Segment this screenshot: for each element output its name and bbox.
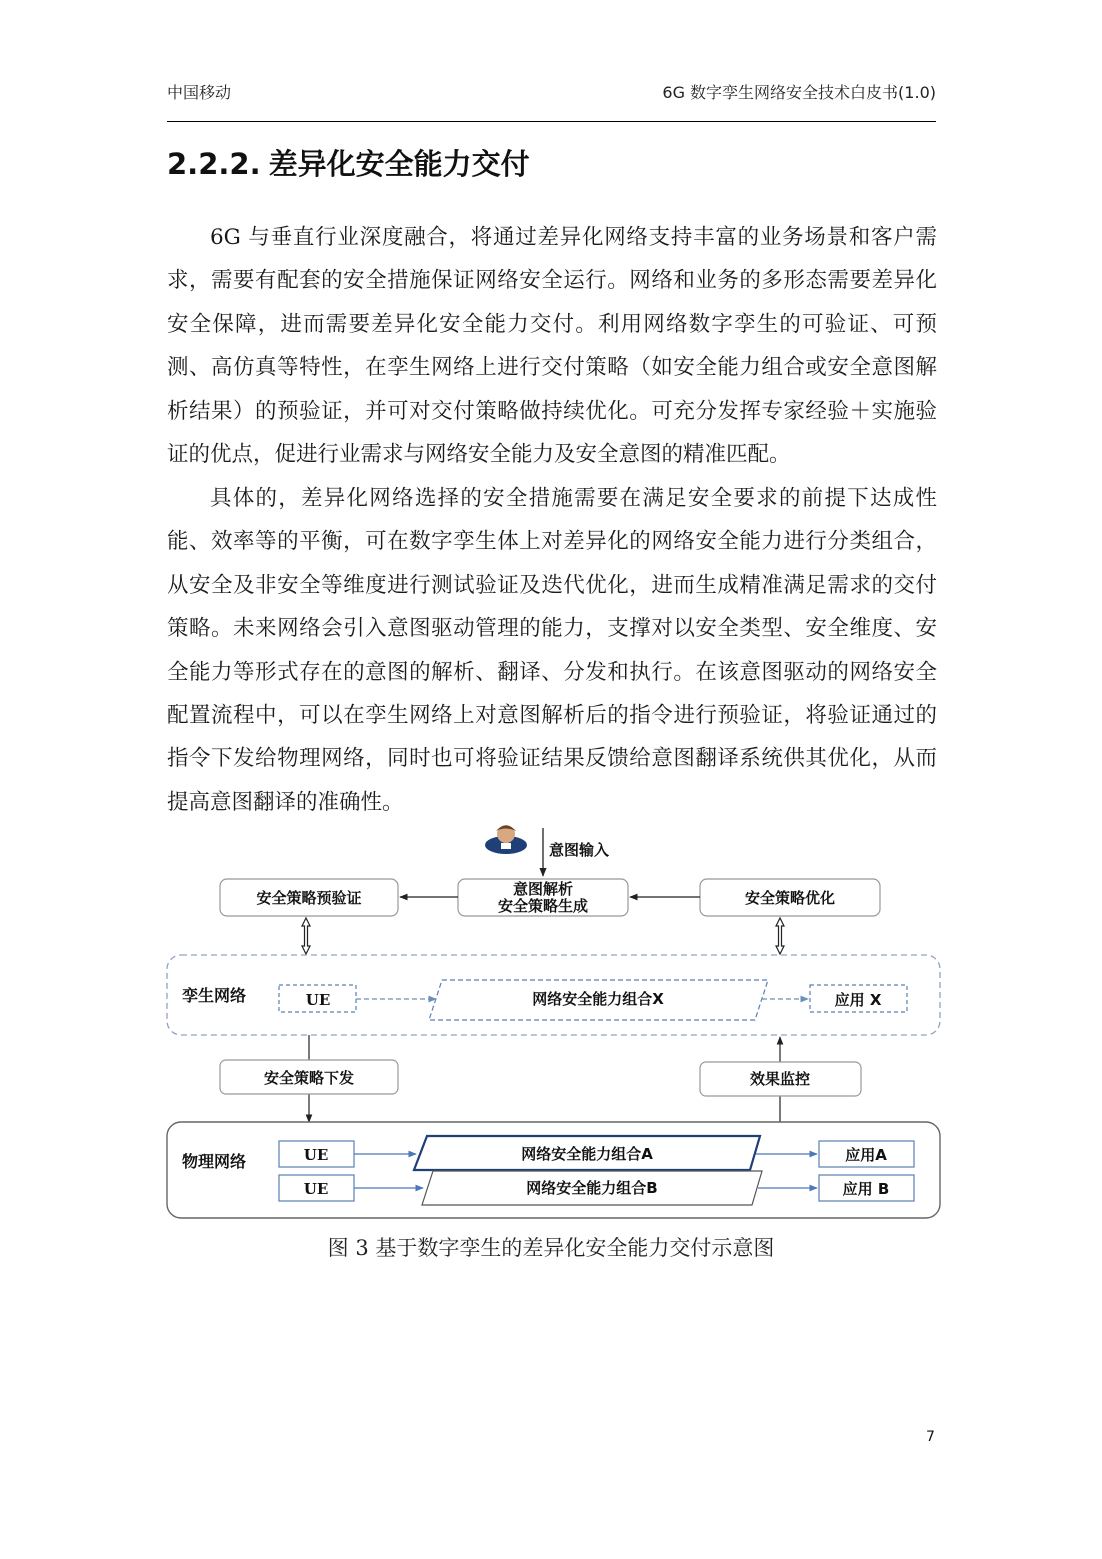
deliver-box xyxy=(220,1060,398,1094)
physical-network-label: 物理网络 xyxy=(182,1152,247,1171)
app-b-label: 应用 B xyxy=(842,1180,890,1198)
body-paragraph-2: 具体的，差异化网络选择的安全措施需要在满足安全要求的前提下达成性能、效率等的平衡，可在数字孪生体上对差异化的网络安全能力进行分类组合，从安全及非安全等维度进行测试验证及迭代优化，进而生成精准满足需求的交付策略。未来网络会引入意图驱动管理的能力，支撑对以安全类型、安全维度、安全能力等形式存在的意图的解析、翻译、分发和执行。在该意图驱动的网络安全配置流程中，可以在孪生网络上对意图解析后的指令进行预验证，将验证通过的指令下发给物理网络，同时也可将验证结果反馈给意图翻译系统供其优化，从而提高意图翻译的准确性。 xyxy=(167,486,937,815)
verify-double-arrow xyxy=(302,918,310,954)
optimize-label: 安全策略优化 xyxy=(744,889,836,907)
pre-verify-box xyxy=(220,879,398,916)
phys-ue-b-label: UE xyxy=(303,1180,329,1198)
optimize-double-arrow xyxy=(776,918,784,954)
phys-ue-a-label: UE xyxy=(303,1146,329,1164)
user-icon xyxy=(485,825,527,854)
section-title: 差异化安全能力交付 xyxy=(268,147,530,181)
twin-app-label: 应用 X xyxy=(834,991,882,1009)
header-doc-title: 6G 数字孪生网络安全技术白皮书(1.0) xyxy=(662,83,936,102)
intent-parse-label-2: 安全策略生成 xyxy=(497,897,589,915)
section-number: 2.2.2. xyxy=(167,147,261,181)
page-number: 7 xyxy=(926,1429,935,1445)
monitor-label: 效果监控 xyxy=(749,1070,811,1088)
diagram-figure xyxy=(160,818,950,1238)
intent-parse-label-1: 意图解析 xyxy=(512,880,574,898)
figure-caption: 图 3 基于数字孪生的差异化安全能力交付示意图 xyxy=(327,1236,775,1260)
app-a-label: 应用A xyxy=(845,1146,887,1164)
intent-parse-box xyxy=(458,879,628,916)
combo-b-label: 网络安全能力组合B xyxy=(526,1179,658,1197)
body-paragraph-1: 6G 与垂直行业深度融合，将通过差异化网络支持丰富的业务场景和客户需求，需要有配套的安全措施保证网络安全运行。网络和业务的多形态需要差异化安全保障，进而需要差异化安全能力交付。利用网络数字孪生的可验证、可预测、高仿真等特性，在孪生网络上进行交付策略（如安全能力组合或安全意图解析结果）的预验证，并可对交付策略做持续优化。可充分发挥专家经验＋实施验证的优点，促进行业需求与网络安全能力及安全意图的精准匹配。 xyxy=(167,225,937,468)
header-org: 中国移动 xyxy=(167,83,232,102)
monitor-box xyxy=(700,1062,861,1096)
diagram-svg xyxy=(160,818,950,1238)
combo-a-label: 网络安全能力组合A xyxy=(521,1145,653,1163)
twin-ue-label: UE xyxy=(305,991,331,1009)
twin-combo-label: 网络安全能力组合X xyxy=(532,990,664,1008)
twin-network-label: 孪生网络 xyxy=(182,986,247,1005)
header-divider xyxy=(167,121,936,122)
optimize-box xyxy=(700,879,880,916)
pre-verify-label: 安全策略预验证 xyxy=(256,889,362,907)
intent-input-label: 意图输入 xyxy=(549,841,610,859)
deliver-label: 安全策略下发 xyxy=(263,1069,355,1087)
section-heading xyxy=(167,142,530,183)
